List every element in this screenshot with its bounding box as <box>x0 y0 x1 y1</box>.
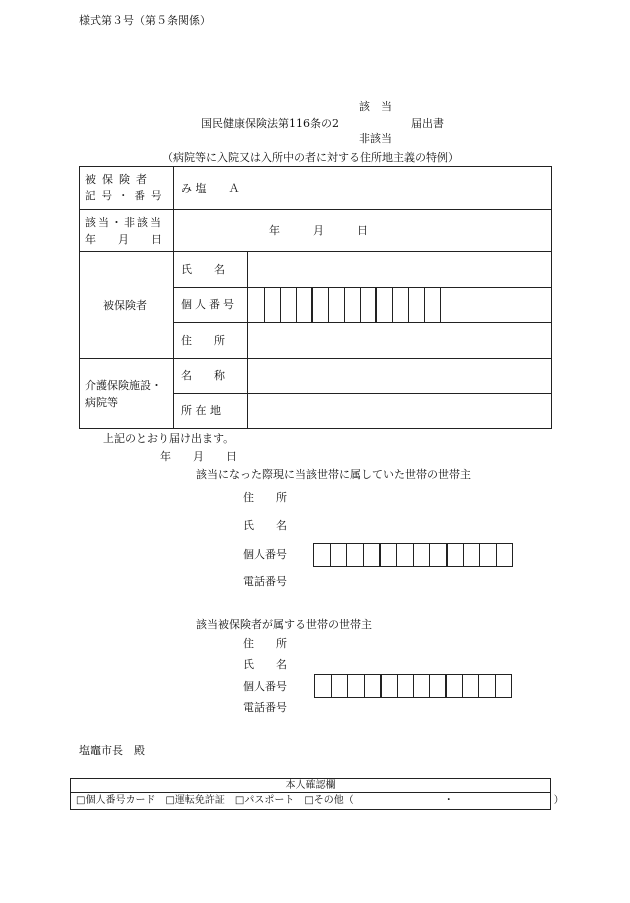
number-cell-divider <box>408 287 409 322</box>
number-cell-divider <box>445 674 447 698</box>
number-cell-divider <box>424 287 425 322</box>
identity-check-options: □個人番号カード □運転免許証 □パスポート □その他（ ・ ） <box>76 795 564 806</box>
current-householder-phone-label: 電話番号 <box>243 701 287 714</box>
number-cell-divider <box>495 674 496 698</box>
identity-check-divider <box>70 792 551 793</box>
insured-id-value: み 塩 Ａ <box>181 182 240 195</box>
number-cell-divider <box>446 543 448 567</box>
row-divider <box>173 287 552 288</box>
previous-householder-phone-label: 電話番号 <box>243 575 287 588</box>
number-cell-divider <box>328 287 329 322</box>
number-cell-divider <box>280 287 281 322</box>
row-divider <box>79 209 552 210</box>
current-householder-number-label: 個人番号 <box>243 680 287 693</box>
number-cell-divider <box>396 543 397 567</box>
number-cell-divider <box>311 287 313 322</box>
previous-householder-name-label: 氏 名 <box>243 519 287 532</box>
number-cell-divider <box>392 287 393 322</box>
number-cell-divider <box>478 674 479 698</box>
title-suffix: 届出書 <box>411 117 444 130</box>
previous-householder-number-label: 個人番号 <box>243 548 287 561</box>
number-cell-divider <box>331 674 332 698</box>
date-value: 年 月 日 <box>269 224 368 237</box>
number-cell-divider <box>440 287 441 322</box>
number-cell-divider <box>379 543 381 567</box>
date-label-1: 該当・非該当 <box>85 216 163 229</box>
declaration-statement: 上記のとおり届け出ます。 <box>103 432 235 445</box>
column-divider <box>247 251 248 429</box>
number-cell-divider <box>296 287 297 322</box>
address-label: 住 所 <box>181 334 225 347</box>
insured-id-label-2: 記号・番号 <box>85 190 168 202</box>
row-divider <box>173 393 552 394</box>
number-cell-divider <box>429 674 430 698</box>
date-label-2: 年 月 日 <box>85 233 162 246</box>
number-cell-divider <box>346 543 347 567</box>
addressee: 塩竈市長 殿 <box>79 744 145 757</box>
number-cell-divider <box>463 543 464 567</box>
number-cell-divider <box>413 674 414 698</box>
number-cell-divider <box>397 674 398 698</box>
previous-householder-address-label: 住 所 <box>243 491 287 504</box>
facility-name-label: 名 称 <box>181 369 225 382</box>
current-householder-address-label: 住 所 <box>243 637 287 650</box>
number-cell-divider <box>462 674 463 698</box>
insured-id-label-1: 被保険者 <box>85 173 153 186</box>
form-number: 様式第３号（第５条関係） <box>79 14 211 27</box>
facility-location-label: 所 在 地 <box>181 404 221 417</box>
column-divider <box>173 166 174 429</box>
insured-group-label: 被保険者 <box>103 299 147 312</box>
number-cell-divider <box>479 543 480 567</box>
number-cell-divider <box>375 287 377 322</box>
title-option-not-applicable: 非該当 <box>359 132 392 145</box>
number-cell-divider <box>363 543 364 567</box>
row-divider <box>173 322 552 323</box>
number-cell-divider <box>344 287 345 322</box>
title-option-applicable: 該 当 <box>359 100 392 113</box>
number-cell-divider <box>429 543 430 567</box>
number-cell-divider <box>413 543 414 567</box>
number-cell-divider <box>330 543 331 567</box>
number-cell-divider <box>364 674 365 698</box>
current-householder-name-label: 氏 名 <box>243 658 287 671</box>
title-main: 国民健康保険法第116条の2 <box>201 117 339 130</box>
number-cell-divider <box>360 287 361 322</box>
current-householder-heading: 該当被保険者が属する世帯の世帯主 <box>196 618 372 631</box>
facility-group-label: 介護保険施設・病院等 <box>85 379 162 409</box>
row-divider <box>79 358 552 359</box>
declaration-date: 年 月 日 <box>160 450 237 463</box>
number-cell-divider <box>380 674 382 698</box>
identity-check-title: 本人確認欄 <box>285 780 336 791</box>
previous-householder-heading: 該当になった際現に当該世帯に属していた世帯の世帯主 <box>196 468 471 481</box>
number-cell-divider <box>264 287 265 322</box>
number-cell-divider <box>496 543 497 567</box>
name-label: 氏 名 <box>181 263 225 276</box>
title-subtitle: （病院等に入院又は入所中の者に対する住所地主義の特例） <box>162 151 459 164</box>
personal-number-label: 個人番号 <box>181 298 237 311</box>
row-divider <box>79 251 552 252</box>
number-cell-divider <box>347 674 348 698</box>
